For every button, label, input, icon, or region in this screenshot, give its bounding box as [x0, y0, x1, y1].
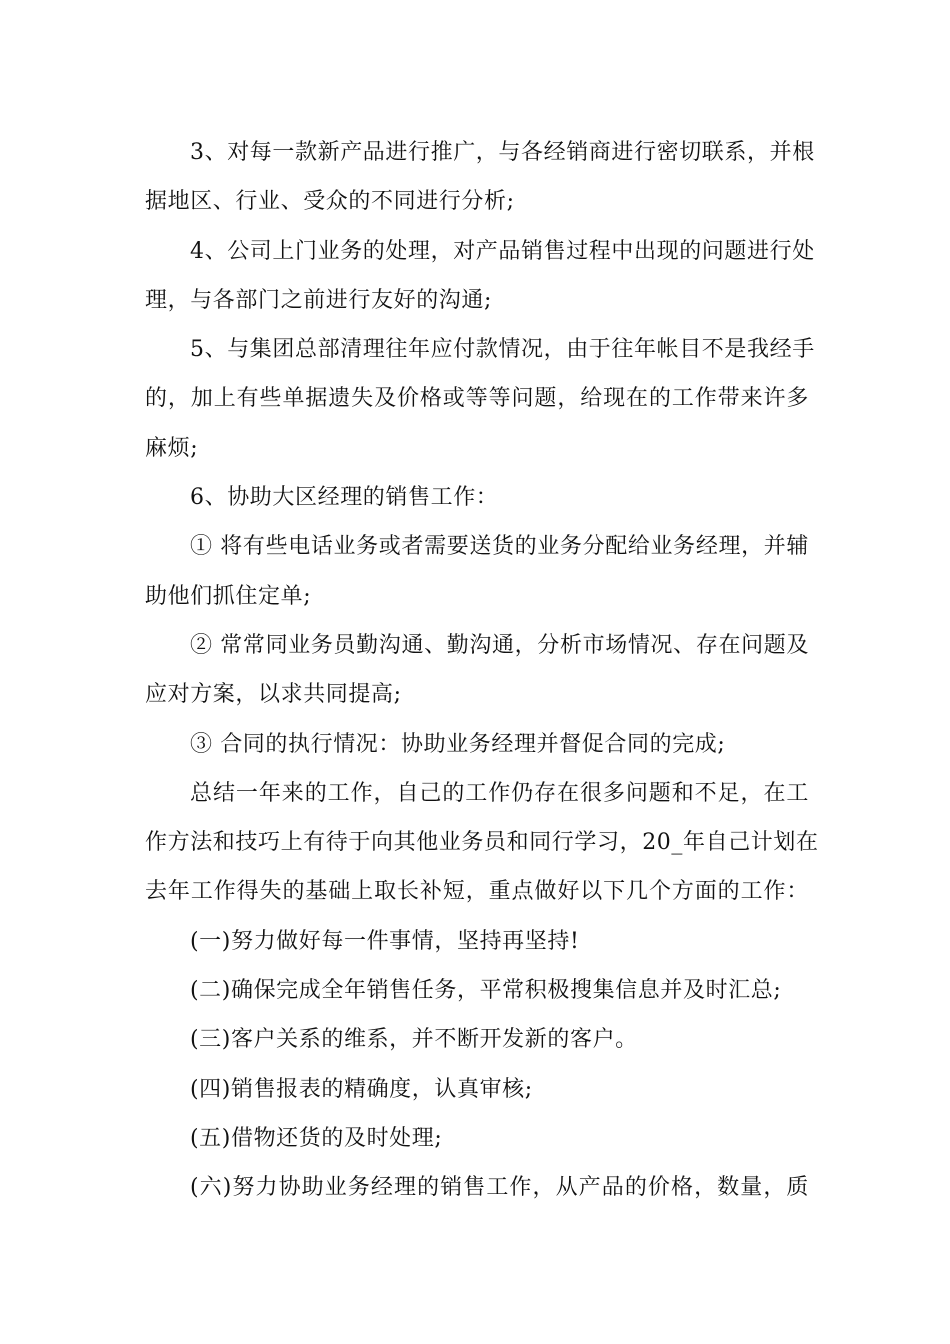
- text-line: 去年工作得失的基础上取长补短，重点做好以下几个方面的工作：: [145, 879, 809, 905]
- text-line: 据地区、行业、受众的不同进行分析;: [145, 189, 515, 215]
- text-line: ② 常常同业务员勤沟通、勤沟通，分析市场情况、存在问题及: [190, 632, 809, 658]
- text-line: 理，与各部门之前进行友好的沟通;: [145, 287, 493, 313]
- text-line: 作方法和技巧上有待于向其他业务员和同行学习，20_年自己计划在: [145, 830, 819, 856]
- text-line: (六)努力协助业务经理的销售工作，从产品的价格，数量，质: [190, 1175, 809, 1201]
- text-line: 4、公司上门业务的处理，对产品销售过程中出现的问题进行处: [190, 238, 815, 264]
- text-line: ① 将有些电话业务或者需要送货的业务分配给业务经理，并辅: [190, 534, 809, 560]
- document-body: [145, 128, 819, 1213]
- text-line: (二)确保完成全年销售任务，平常积极搜集信息并及时汇总;: [190, 978, 782, 1004]
- text-line: 麻烦;: [145, 435, 199, 461]
- text-line: (三)客户关系的维系，并不断开发新的客户。: [190, 1027, 638, 1053]
- text-line: 应对方案，以求共同提高;: [145, 682, 402, 708]
- text-line: (五)借物还货的及时处理;: [190, 1125, 443, 1151]
- text-line: ③ 合同的执行情况：协助业务经理并督促合同的完成;: [190, 731, 726, 757]
- text-line: 助他们抓住定单;: [145, 583, 312, 609]
- text-line: (一)努力做好每一件事情，坚持再坚持!: [190, 928, 580, 954]
- text-line: (四)销售报表的精确度，认真审核;: [190, 1076, 533, 1102]
- text-line: 总结一年来的工作，自己的工作仍存在很多问题和不足，在工: [190, 780, 809, 806]
- text-line: 的，加上有些单据遗失及价格或等等问题，给现在的工作带来许多: [145, 386, 809, 412]
- text-line: 3、对每一款新产品进行推广，与各经销商进行密切联系，并根: [190, 140, 815, 165]
- text-line: 6、协助大区经理的销售工作：: [190, 485, 499, 511]
- text-line: 5、与集团总部清理往年应付款情况，由于往年帐目不是我经手: [190, 337, 815, 363]
